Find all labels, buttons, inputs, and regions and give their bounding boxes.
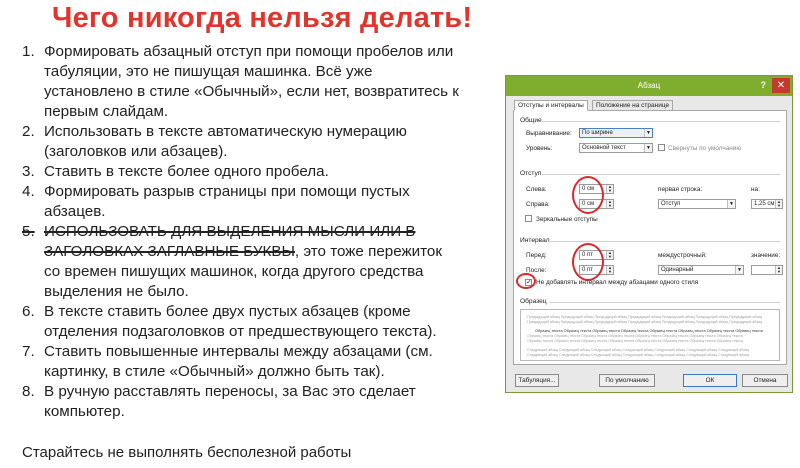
chevron-down-icon: ▼ bbox=[644, 144, 652, 152]
divider bbox=[542, 174, 780, 175]
highlight-circle bbox=[572, 176, 604, 214]
mirror-indents-checkbox[interactable] bbox=[525, 215, 532, 222]
rule-text: Ставить повышенные интервалы между абзацами (см. картинку, в стиле «Обычный» должно быть так). bbox=[44, 343, 433, 380]
rule-number: 5. bbox=[22, 223, 35, 240]
section-indent-label: Отступ bbox=[520, 170, 542, 177]
list-item bbox=[8, 342, 503, 382]
divider bbox=[550, 302, 780, 303]
ok-button[interactable]: ОК bbox=[683, 374, 737, 387]
alignment-select[interactable]: По ширине ▼ bbox=[579, 128, 653, 138]
line-value-input[interactable] bbox=[751, 265, 783, 275]
spacing-before-input[interactable]: 0 пт ▲ ▼ bbox=[579, 250, 614, 260]
line-value-label: значение: bbox=[751, 252, 781, 259]
spacing-after-input[interactable]: 0 пт ▲ ▼ bbox=[579, 265, 614, 275]
struck-text: ИСПОЛЬЗОВАТЬ ДЛЯ ВЫДЕЛЕНИЯ МЫСЛИ ИЛИ В bbox=[44, 223, 416, 240]
spinner-arrows-icon[interactable]: ▲ ▼ bbox=[606, 251, 613, 259]
help-icon[interactable]: ? bbox=[760, 80, 766, 90]
highlight-circle bbox=[516, 273, 536, 289]
rule-text: ИСПОЛЬЗОВАТЬ ДЛЯ ВЫДЕЛЕНИЯ МЫСЛИ ИЛИ В ЗАГОЛОВКАХ ЗАГЛАВНЫЕ БУКВЫ, это тоже пережиток со времен пишущих машинок, когда другого средства выделения не было. bbox=[44, 223, 443, 300]
section-spacing-label: Интервал bbox=[520, 237, 550, 244]
preview-sample-text: Образец текста Образец текста Образец текста Образец текста Образец текста Образец текста Образец текста Образец текста bbox=[535, 329, 763, 333]
right-indent-input[interactable]: 0 см ▲ ▼ bbox=[579, 199, 614, 209]
rules-list bbox=[8, 42, 503, 422]
rule-number: 4. bbox=[22, 183, 35, 200]
set-default-button[interactable]: По умолчанию bbox=[599, 374, 655, 387]
rule-number: 3. bbox=[22, 163, 35, 180]
rule-text: Формировать разрыв страницы при помощи пустых абзацев. bbox=[44, 183, 410, 220]
close-button[interactable]: ✕ bbox=[772, 78, 790, 93]
list-item bbox=[8, 182, 503, 222]
chevron-down-icon: ▼ bbox=[727, 200, 735, 208]
outline-level-label: Уровень: bbox=[526, 145, 553, 152]
dialog-title: Абзац bbox=[637, 81, 661, 90]
collapsed-checkbox[interactable] bbox=[658, 144, 665, 151]
tab-indents-spacing[interactable]: Отступы и интервалы bbox=[514, 100, 588, 111]
spacing-before-label: Перед: bbox=[526, 252, 547, 259]
preview-sample-text: Образец текста Образец текста Образец текста Образец текста Образец текста Образец текста Образец текста Образец текста bbox=[527, 339, 743, 343]
first-line-select[interactable]: Отступ ▼ bbox=[658, 199, 736, 209]
rule-number: 2. bbox=[22, 123, 35, 140]
chevron-down-icon: ▼ bbox=[735, 266, 743, 274]
paragraph-preview bbox=[520, 309, 780, 361]
highlight-circle bbox=[572, 243, 604, 281]
preview-previous-paragraph: Предыдущий абзац Предыдущий абзац Предыдущий абзац Предыдущий абзац Предыдущий абзац Предыдущий абзац Предыдущий абзац bbox=[527, 315, 763, 319]
cancel-button[interactable]: Отмена bbox=[742, 374, 788, 387]
rule-number: 6. bbox=[22, 303, 35, 320]
rule-number: 1. bbox=[22, 43, 35, 60]
spinner-arrows-icon[interactable]: ▲ ▼ bbox=[775, 266, 782, 274]
first-line-label: первая строка: bbox=[658, 186, 703, 193]
cut-off-text: Старайтесь не выполнять бесполезной работы bbox=[22, 444, 352, 461]
tabs-button[interactable]: Табуляция... bbox=[515, 374, 559, 387]
line-spacing-label: междустрочный: bbox=[658, 252, 707, 259]
by-label: на: bbox=[751, 186, 760, 193]
right-indent-label: Справа: bbox=[526, 201, 550, 208]
paragraph-dialog bbox=[505, 75, 793, 393]
left-indent-input[interactable]: 0 см ▲ ▼ bbox=[579, 184, 614, 194]
rule-text: Формировать абзацный отступ при помощи пробелов или табуляции, это не пишущая машинка. Всё уже установлено в стиле «Обычный», если нет, возвратитесь к первым слайдам. bbox=[44, 43, 459, 120]
section-preview-label: Образец bbox=[520, 298, 547, 305]
rule-text: Ставить в тексте более одного пробела. bbox=[44, 163, 329, 180]
line-spacing-select[interactable]: Одинарный ▼ bbox=[658, 265, 744, 275]
list-item bbox=[8, 222, 503, 302]
alignment-label: Выравнивание: bbox=[526, 130, 572, 137]
list-item bbox=[8, 302, 503, 342]
spinner-arrows-icon[interactable]: ▲ ▼ bbox=[606, 200, 613, 208]
list-item bbox=[8, 162, 503, 182]
list-item bbox=[8, 122, 503, 162]
struck-text: ЗАГОЛОВКАХ ЗАГЛАВНЫЕ БУКВЫ bbox=[44, 243, 295, 260]
chevron-down-icon: ▼ bbox=[644, 129, 652, 137]
divider bbox=[550, 241, 780, 242]
mirror-indents-label: Зеркальные отступы bbox=[536, 216, 598, 223]
tab-line-page-breaks[interactable]: Положение на странице bbox=[592, 100, 673, 111]
rule-number: 7. bbox=[22, 343, 35, 360]
left-indent-label: Слева: bbox=[526, 186, 547, 193]
preview-sample-text: Образец текста Образец текста Образец текста Образец текста Образец текста Образец текста Образец текста Образец текста bbox=[527, 334, 743, 338]
rule-number: 8. bbox=[22, 383, 35, 400]
collapsed-label: Свернуты по умолчанию bbox=[668, 145, 742, 152]
list-item bbox=[8, 382, 503, 422]
rule-text: В ручную расставлять переносы, за Вас это сделает компьютер. bbox=[44, 383, 416, 420]
preview-next-paragraph: Следующий абзац Следующий абзац Следующий абзац Следующий абзац Следующий абзац Следующий абзац Следующий абзац bbox=[527, 353, 749, 357]
list-item bbox=[8, 42, 503, 122]
section-general-label: Общие bbox=[520, 117, 542, 124]
spinner-arrows-icon[interactable]: ▲ ▼ bbox=[606, 266, 613, 274]
no-space-same-style-label: Не добавлять интервал между абзацами одного стиля bbox=[536, 279, 699, 286]
preview-next-paragraph: Следующий абзац Следующий абзац Следующий абзац Следующий абзац Следующий абзац Следующий абзац Следующий абзац bbox=[527, 348, 749, 352]
spinner-arrows-icon[interactable]: ▲ ▼ bbox=[775, 200, 782, 208]
preview-previous-paragraph: Предыдущий абзац Предыдущий абзац Предыдущий абзац Предыдущий абзац Предыдущий абзац Предыдущий абзац Предыдущий абзац bbox=[527, 320, 763, 324]
slide-title: Чего никогда нельзя делать! bbox=[52, 2, 473, 34]
spinner-arrows-icon[interactable]: ▲ ▼ bbox=[606, 185, 613, 193]
divider bbox=[542, 121, 780, 122]
first-line-by-input[interactable]: 1,25 см ▲ ▼ bbox=[751, 199, 783, 209]
rule-text: Использовать в тексте автоматическую нумерацию (заголовков или абзацев). bbox=[44, 123, 407, 160]
outline-level-select[interactable]: Основной текст ▼ bbox=[579, 143, 653, 153]
dialog-titlebar[interactable] bbox=[506, 76, 792, 96]
spacing-after-label: После: bbox=[526, 267, 547, 274]
rule-text: В тексте ставить более двух пустых абзацев (кроме отделения подзаголовков от предшествующего текста). bbox=[44, 303, 437, 340]
